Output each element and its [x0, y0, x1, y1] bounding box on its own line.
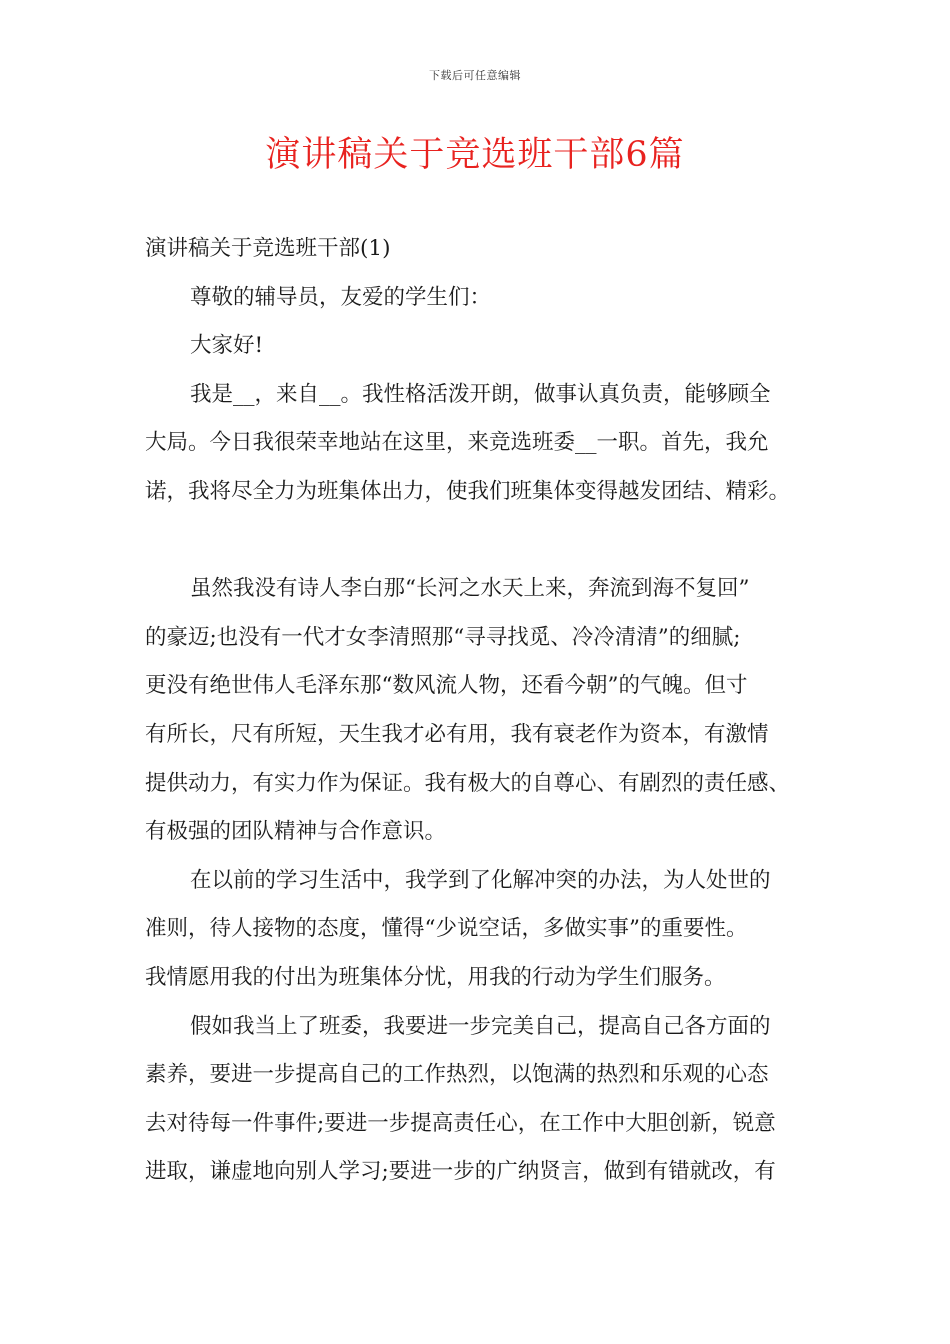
paragraph-line: 进取，谦虚地向别人学习;要进一步的广纳贤言，做到有错就改，有 — [145, 1159, 776, 1185]
paragraph-line: 假如我当上了班委，我要进一步完美自己，提高自己各方面的 — [190, 1013, 771, 1039]
paragraph-line: 我情愿用我的付出为班集体分忧，用我的行动为学生们服务。 — [145, 964, 726, 990]
paragraph-line: 素养，要进一步提高自己的工作热烈，以饱满的热烈和乐观的心态 — [145, 1062, 769, 1088]
paragraph-line: 去对待每一件事件;要进一步提高责任心，在工作中大胆创新，锐意 — [145, 1110, 776, 1136]
paragraph-line: 虽然我没有诗人李白那“长河之水天上来，奔流到海不复回” — [190, 576, 750, 602]
paragraph-1 — [145, 371, 810, 517]
salutation-paragraph — [145, 322, 810, 371]
paragraph-4 — [145, 1003, 810, 1197]
paragraph-line: 在以前的学习生活中，我学到了化解冲突的办法，为人处世的 — [190, 867, 771, 893]
document-body — [145, 225, 810, 1197]
paragraph-line: 大局。今日我很荣幸地站在这里，来竞选班委__一职。首先，我允 — [145, 430, 769, 456]
greeting-line: 尊敬的辅导员，友爱的学生们： — [190, 284, 492, 310]
paragraph-line: 诺，我将尽全力为班集体出力，使我们班集体变得越发团结、精彩。 — [145, 478, 791, 504]
paragraph-line: 准则，待人接物的态度，懂得“少说空话，多做实事”的重要性。 — [145, 916, 748, 942]
paragraph-line: 提供动力，有实力作为保证。我有极大的自尊心、有剧烈的责任感、 — [145, 770, 791, 796]
paragraph-line: 的豪迈;也没有一代才女李清照那“寻寻找觅、冷冷清清”的细腻; — [145, 624, 741, 650]
paragraph-2 — [145, 565, 810, 857]
paragraph-spacer — [145, 517, 810, 566]
section-heading: 演讲稿关于竞选班干部(1) — [145, 236, 391, 261]
paragraph-line: 有所长，尺有所短，天生我才必有用，我有衰老作为资本，有激情 — [145, 721, 769, 747]
document-title: 演讲稿关于竞选班干部6篇 — [265, 135, 685, 175]
header-note: 下载后可任意编辑 — [429, 69, 521, 82]
paragraph-line: 有极强的团队精神与合作意识。 — [145, 819, 447, 845]
salutation-line: 大家好! — [190, 333, 264, 359]
paragraph-line: 我是__，来自__。我性格活泼开朗，做事认真负责，能够顾全 — [190, 381, 771, 407]
paragraph-line: 更没有绝世伟人毛泽东那“数风流人物，还看今朝”的气魄。但寸 — [145, 673, 748, 699]
paragraph-3 — [145, 857, 810, 1003]
greeting-paragraph — [145, 274, 810, 323]
